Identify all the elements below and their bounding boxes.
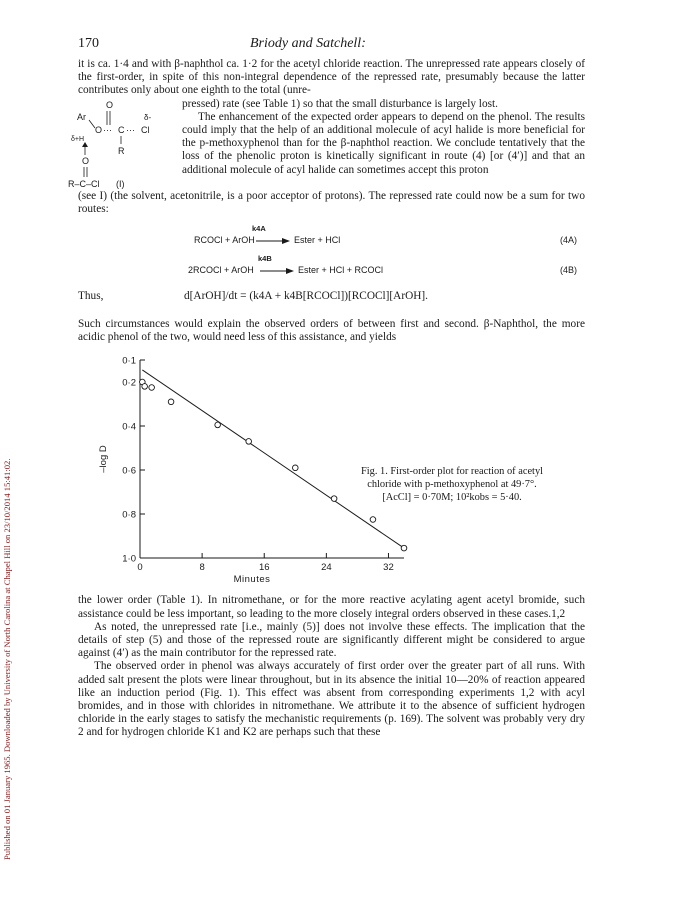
structure-block [68, 97, 585, 190]
x-tick-label-3: 24 [321, 562, 332, 574]
running-title: Briody and Satchell: [250, 36, 366, 51]
structure-ar: Ar [77, 111, 86, 122]
paragraph-after-rate: Such circumstances would explain the observed orders of between first and second. β-Naphthol, the more acidic phenol of the two, would need less of this assistance, and yields [78, 318, 585, 344]
structure-side-text [182, 98, 585, 177]
y-tick-label-2: 0·4 [122, 421, 136, 433]
paragraph-chem-1: pressed) rate (see Table 1) so that the small disturbance is largely lost. [182, 97, 498, 110]
structure-label: (I) [116, 178, 125, 189]
figure-caption-line-2: [AcCl] = 0·70M; 10²kobs = 5·40. [382, 491, 522, 503]
y-tick-label-3: 0·6 [122, 465, 136, 477]
y-tick-label-5: 1·0 [122, 553, 136, 565]
paragraph-top: it is ca. 1·4 and with β-naphthol ca. 1·2 for the acetyl chloride reaction. The unrepressed rate appears closely of the first-order, in spite of this non-integral dependence of the repressed rate, presumably because the latter contributes only about one eighth to the total (unre- [78, 58, 585, 97]
reaction-4a-label: (4A) [559, 235, 577, 246]
structure-I-drawing [68, 98, 182, 190]
data-point-3 [168, 399, 174, 405]
paragraph-after-figure-3: The observed order in phenol was always accurately of first order over the greater part of all runs. With added salt present the plots were linear throughout, but in its absence the initial 10—20% of reaction appeared like an induction period (Fig. 1). This effect was absent from corresponding experiments 1,2 with acyl bromides, and in those with chlorides in nitromethane. We attribute it to the absence of sufficient hydrogen chloride in the early stages to satisfy the mechanistic requirements (p. 169). The solvent was probably very dry 2 and for hydrogen chloride K1 and K2 are perhaps such that these [78, 660, 585, 739]
x-tick-label-2: 16 [258, 562, 270, 574]
page-number: 170 [78, 36, 99, 51]
paragraph-chem-2: The enhancement of the expected order appears to depend on the phenol. The results could imply that the help of an additional molecule of acyl halide is more beneficial for the p-methoxyphenol than for the β-naphthol reaction. We conclude tentatively that the loss of the phenolic proton is kinetically significant in route (4) [or (4′)] and that an additional molecule of acyl halide can sometimes accept this proton [182, 110, 585, 176]
paragraph-after-figure-1: the lower order (Table 1). In nitromethane, or for the more reactive acylating agent acetyl bromide, such assistance could be less important, so leading to the more closely integral orders observed in these cases.1,2 [78, 594, 585, 620]
y-axis-label: –log D [98, 445, 109, 474]
y-tick-label-0: 0·1 [122, 355, 136, 367]
page-body [68, 36, 585, 740]
structure-o-mid: O [95, 124, 103, 135]
reaction-4a-left: RCOCl + ArOH [194, 235, 255, 246]
structure-cl: Cl [141, 124, 150, 135]
structure-r: R [118, 145, 125, 156]
reaction-4a-arrow [256, 238, 290, 244]
structure-delta-minus: δ- [144, 112, 152, 122]
structure-dots-2: ··· [126, 124, 135, 135]
rate-equation: d[ArOH]/dt = (k4A + k4B[RCOCl])[RCOCl][ArOH]. [184, 290, 428, 303]
running-head [78, 36, 585, 58]
reaction-4b-arrow [260, 268, 294, 274]
rate-equation-line [78, 290, 585, 308]
x-tick-label-1: 8 [199, 562, 205, 574]
x-tick-label-0: 0 [137, 562, 143, 574]
data-point-4 [215, 423, 221, 429]
structure-delta-h: δ+H [71, 135, 85, 143]
figure-caption-line-1: Fig. 1. First-order plot for reaction of acetyl chloride with p-methoxyphenol at 49·7°. [360, 466, 544, 491]
fit-line [142, 370, 404, 548]
data-point-6 [292, 465, 298, 471]
y-tick-label-1: 0·2 [122, 377, 136, 389]
reaction-4b-right: Ester + HCl + RCOCl [298, 265, 384, 276]
figure-caption [352, 466, 552, 504]
structure-c: C [118, 124, 125, 135]
structure-dots-1: ··· [103, 124, 112, 135]
rate-equation-lead: Thus, [78, 290, 104, 303]
figure-1 [78, 350, 585, 586]
structure-o-top: O [106, 99, 114, 110]
data-point-9 [401, 546, 407, 552]
paragraph-after-structure: (see I) (the solvent, acetonitrile, is a poor acceptor of protons). The repressed rate could now be a sum for two routes: [78, 189, 585, 215]
download-watermark-text: Published on 01 January 1965. Downloaded by University of North Carolina at Chapel Hill on 23/10/2014 15:41:02. [2, 458, 12, 860]
reaction-4b-k: k4B [258, 254, 272, 264]
y-tick-label-4: 0·8 [122, 509, 136, 521]
reaction-4b-label: (4B) [559, 265, 577, 276]
reaction-4a-right: Ester + HCl [294, 235, 341, 246]
structure-o-low: O [82, 155, 90, 166]
reaction-4b-left: 2RCOCl + ArOH [188, 265, 254, 276]
data-point-2 [149, 385, 155, 391]
reaction-scheme [78, 222, 585, 286]
paragraph-after-figure-2: As noted, the unrepressed rate [i.e., mainly (5)] does not involve these effects. The implication that the details of step (5) and those of the repressed route are significantly different might be considered to argue against (4′) as the main contributor for the repressed rate. [78, 620, 585, 660]
data-point-8 [370, 517, 376, 523]
data-point-1 [142, 384, 148, 390]
reaction-4a-k: k4A [252, 224, 266, 234]
data-point-7 [331, 496, 337, 502]
x-axis-label: Minutes [233, 574, 271, 586]
structure-bottom: R–C–Cl [68, 178, 100, 189]
data-point-5 [246, 439, 252, 445]
x-tick-label-4: 32 [383, 562, 394, 574]
